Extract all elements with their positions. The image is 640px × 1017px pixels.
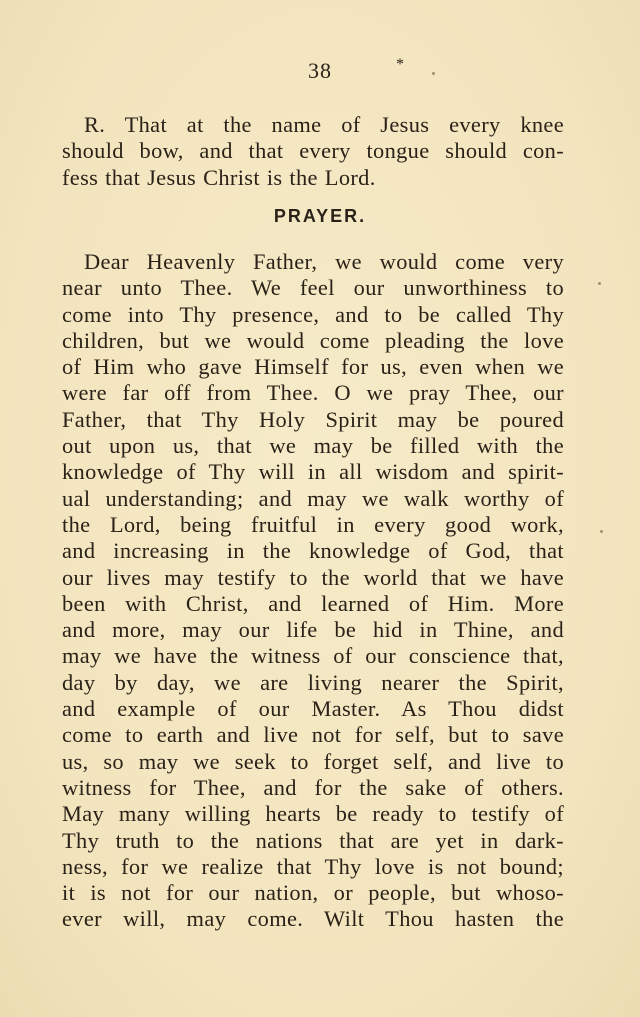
prayer-line: been with Christ, and learned of Him. More	[62, 590, 564, 616]
prayer-line: witness for Thee, and for the sake of others.	[62, 774, 564, 800]
prayer-line: the Lord, being fruitful in every good work,	[62, 511, 564, 537]
ornament-asterisk: *	[396, 56, 404, 73]
prayer-line: of Him who gave Himself for us, even when we	[62, 354, 564, 380]
prayer-line: out upon us, that we may be filled with the	[62, 433, 564, 459]
paper-speck	[598, 282, 601, 285]
response-line: should bow, and that every tongue should con-	[62, 138, 564, 164]
prayer-line: Dear Heavenly Father, we would come very	[84, 249, 564, 274]
page-number: 38	[308, 58, 332, 83]
prayer-line: Thy truth to the nations that are yet in dark-	[62, 827, 564, 853]
prayer-line: our lives may testify to the world that we have	[62, 564, 564, 590]
prayer-line: ever will, may come. Wilt Thou hasten the	[62, 906, 564, 932]
prayer-line: were far off from Thee. O we pray Thee, our	[62, 380, 564, 406]
prayer-line: children, but we would come pleading the love	[62, 327, 564, 353]
response-line: fess that Jesus Christ is the Lord.	[62, 164, 376, 190]
prayer-paragraph	[62, 249, 564, 933]
prayer-line: and increasing in the knowledge of God, that	[62, 538, 564, 564]
response-paragraph	[62, 112, 564, 191]
prayer-line: knowledge of Thy will in all wisdom and spirit-	[62, 459, 564, 485]
prayer-line: ness, for we realize that Thy love is not bound;	[62, 853, 564, 879]
prayer-line: come to earth and live not for self, but to save	[62, 722, 564, 748]
prayer-line: and example of our Master. As Thou didst	[62, 696, 564, 722]
prayer-line: near unto Thee. We feel our unworthiness to	[62, 275, 564, 301]
prayer-line: May many willing hearts be ready to testify of	[62, 801, 564, 827]
prayer-line: may we have the witness of our conscience that,	[62, 643, 564, 669]
prayer-line: day by day, we are living nearer the Spirit,	[62, 669, 564, 695]
paper-speck	[600, 530, 603, 533]
prayer-line: come into Thy presence, and to be called Thy	[62, 301, 564, 327]
response-line: R. That at the name of Jesus every knee	[84, 112, 564, 137]
prayer-line: Father, that Thy Holy Spirit may be poured	[62, 406, 564, 432]
prayer-line: us, so may we seek to forget self, and live to	[62, 748, 564, 774]
prayer-line: it is not for our nation, or people, but whoso-	[62, 880, 564, 906]
prayer-heading: PRAYER.	[273, 206, 367, 226]
paper-speck	[432, 72, 435, 75]
prayer-line: and more, may our life be hid in Thine, and	[62, 617, 564, 643]
prayer-line: ual understanding; and may we walk worthy of	[62, 485, 564, 511]
